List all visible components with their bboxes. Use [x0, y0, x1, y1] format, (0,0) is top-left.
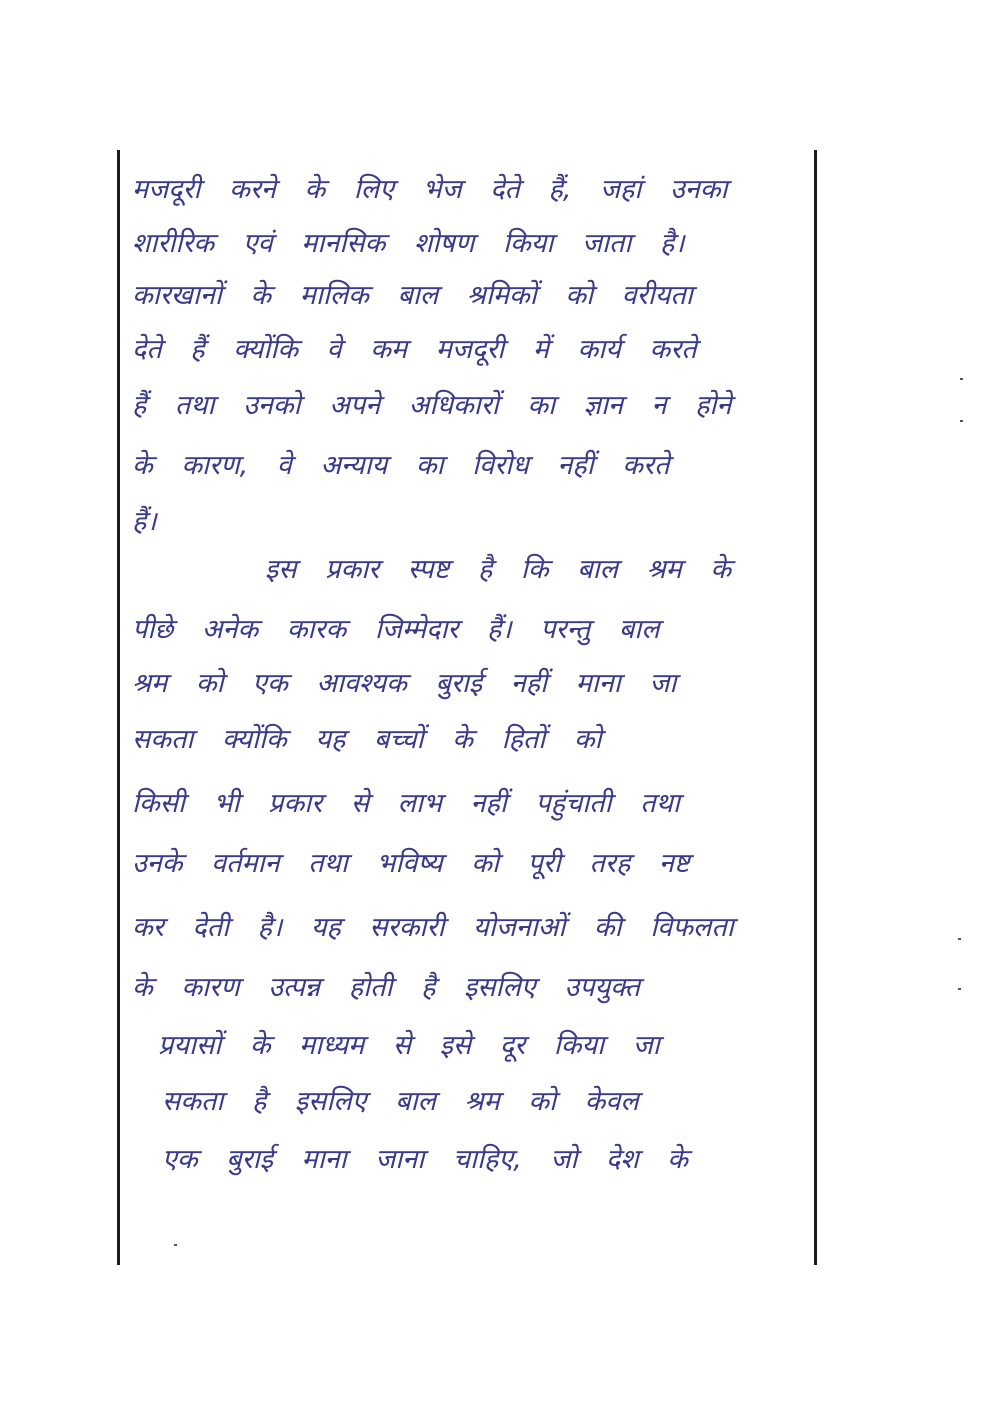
text-line-4: देते हैं क्योंकि वे कम मजदूरी में कार्य करते — [132, 334, 697, 365]
right-margin-line — [814, 150, 817, 1265]
scan-speck — [960, 378, 963, 380]
text-line-12: किसी भी प्रकार से लाभ नहीं पहुंचाती तथा — [132, 788, 680, 819]
text-line-15: के कारण उत्पन्न होती है इसलिए उपयुक्त — [132, 972, 640, 1003]
text-line-14: कर देती है। यह सरकारी योजनाओं की विफलता — [132, 912, 734, 943]
text-line-13: उनके वर्तमान तथा भविष्य को पूरी तरह नष्ट — [132, 848, 690, 879]
scan-speck — [958, 988, 961, 990]
text-line-17: सकता है इसलिए बाल श्रम को केवल — [162, 1086, 639, 1117]
scan-speck — [174, 1244, 177, 1246]
text-line-3: कारखानों के मालिक बाल श्रमिकों को वरीयता — [132, 280, 693, 311]
text-line-16: प्रयासों के माध्यम से इसे दूर किया जा — [158, 1030, 660, 1061]
scan-speck — [958, 938, 961, 940]
text-line-7: हैं। — [132, 506, 157, 537]
text-line-5: हैं तथा उनको अपने अधिकारों का ज्ञान न होने — [132, 390, 732, 421]
text-line-1: मजदूरी करने के लिए भेज देते हैं, जहां उनका — [132, 174, 728, 205]
text-line-8-paragraph-start: इस प्रकार स्पष्ट है कि बाल श्रम के — [265, 554, 732, 585]
scan-speck — [960, 420, 963, 422]
text-line-10: श्रम को एक आवश्यक बुराई नहीं माना जा — [132, 668, 677, 699]
text-line-9: पीछे अनेक कारक जिम्मेदार हैं। परन्तु बाल — [132, 614, 660, 645]
text-line-18: एक बुराई माना जाना चाहिए, जो देश के — [162, 1144, 689, 1175]
text-line-2: शारीरिक एवं मानसिक शोषण किया जाता है। — [132, 228, 685, 259]
text-line-11: सकता क्योंकि यह बच्चों के हितों को — [132, 724, 602, 755]
left-margin-line — [117, 150, 120, 1265]
text-line-6: के कारण, वे अन्याय का विरोध नहीं करते — [132, 450, 670, 481]
